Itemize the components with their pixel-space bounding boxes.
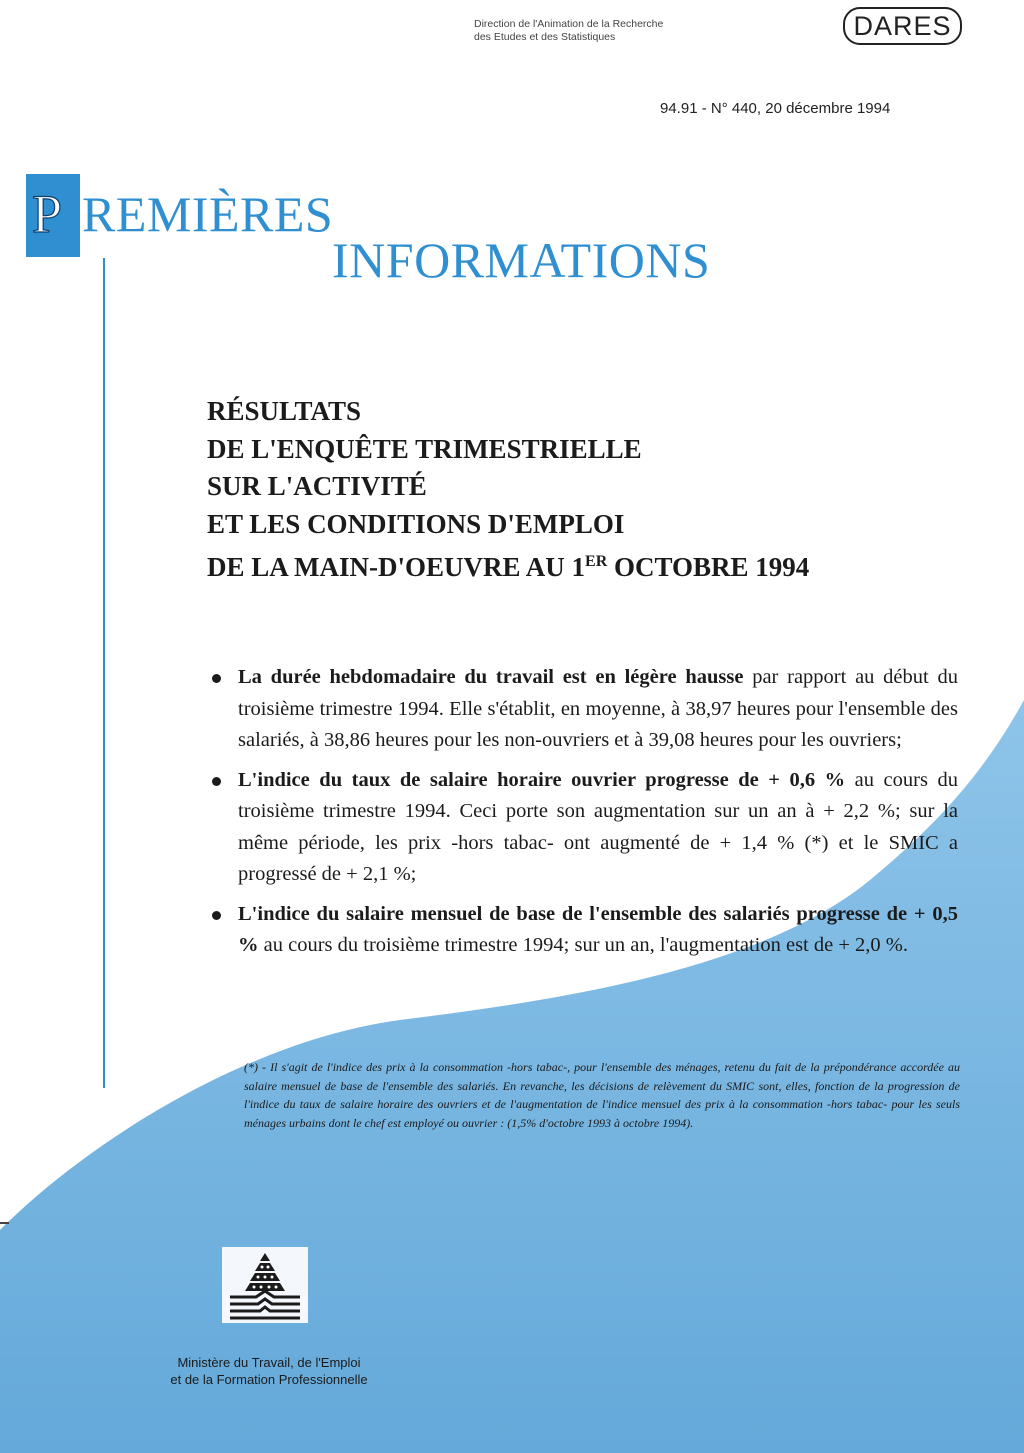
footnote: (*) - Il s'agit de l'indice des prix à la consommation -hors tabac-, pour l'ensemble des ménages, retenu du fait de la prépondérance accordée au salaire mensuel de base de l'ensemble des salariés. En revanche, les décisions de relèvement du SMIC sont, elles, fonction de la progression de l'indice du taux de salaire horaire des ouvriers et de l'augmentation de l'indice mensuel des prix à la consommation -hors tabac- pour les seuls ménages urbains dont le chef est employé ou ouvrier : (1,5% d'octobre 1993 à octobre 1994). (244, 1060, 960, 1130)
bullet-dot-icon (212, 911, 221, 920)
headline-line-4: ET LES CONDITIONS D'EMPLOI (207, 508, 625, 539)
publication-title-line-2: INFORMATIONS (332, 232, 711, 288)
key-findings-list (212, 662, 958, 970)
ministry-line-2: et de la Formation Professionnelle (170, 1372, 368, 1387)
finding-item (212, 899, 958, 962)
headline-line-5-start: DE LA MAIN-D'OEUVRE AU 1 (207, 552, 586, 582)
finding-text: par rapport au début du troisième trimestre 1994. Elle s'établit, en moyenne, à 38,97 heures pour l'ensemble des salariés, à 38,86 heures pour les non-ouvriers et à 39,08 heures pour les ouvriers; (238, 666, 958, 751)
title-initial-box (26, 174, 80, 257)
headline-ordinal-superscript: ER (585, 553, 608, 570)
finding-item (212, 765, 958, 891)
report-headline (207, 393, 809, 587)
finding-highlight: L'indice du taux de salaire horaire ouvrier progresse de + 0,6 % (238, 768, 846, 791)
ministry-line-1: Ministère du Travail, de l'Emploi (177, 1355, 361, 1370)
blue-vertical-rule (103, 258, 105, 1088)
finding-highlight: La durée hebdomadaire du travail est en légère hausse (238, 666, 744, 688)
bullet-dot-icon (212, 674, 221, 683)
margin-tick-mark (0, 1222, 9, 1224)
agency-line-1: Direction de l'Animation de la Recherche (474, 18, 664, 30)
headline-line-5 (207, 543, 809, 587)
bullet-dot-icon (212, 777, 221, 786)
ministry-logo-icon (222, 1247, 308, 1323)
dares-logo: DARES (843, 7, 962, 45)
publication-title-line-1: REMIÈRES (82, 186, 334, 242)
agency-line-2: des Etudes et des Statistiques (474, 31, 616, 43)
finding-text: au cours du troisième trimestre 1994; sur un an, l'augmentation est de + 2,0 %. (258, 934, 908, 956)
headline-line-1: RÉSULTATS (207, 396, 362, 426)
title-initial-letter: P (32, 184, 63, 244)
agency-name (474, 18, 663, 44)
finding-text: au cours du troisième trimestre 1994. Ceci porte son augmentation sur un an à + 2,2 %; sur la même période, les prix -hors tabac- ont augmenté de + 1,4 % (*) et le SMIC a progressé de + 2,1 %; (238, 768, 958, 885)
issue-number-date: 94.91 - N° 440, 20 décembre 1994 (660, 100, 891, 117)
headline-line-3: SUR L'ACTIVITÉ (207, 471, 427, 501)
headline-line-2: DE L'ENQUÊTE TRIMESTRIELLE (207, 433, 642, 464)
headline-line-5-end: OCTOBRE 1994 (607, 552, 810, 582)
ministry-name (146, 1354, 392, 1388)
finding-highlight: L'indice du salaire mensuel de base de l'ensemble des salariés progresse de + 0,5 % (238, 902, 958, 956)
finding-item (212, 662, 958, 757)
